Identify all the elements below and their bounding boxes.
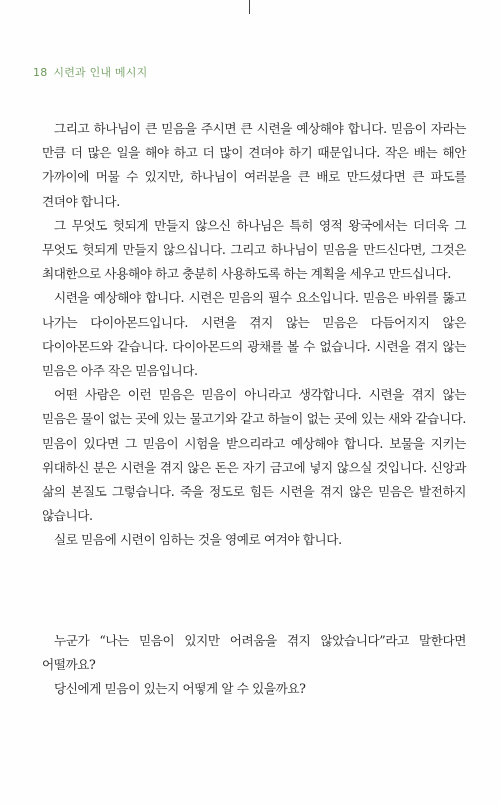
top-center-rule	[249, 0, 250, 14]
body-text	[42, 117, 466, 553]
running-title: 시련과 인내 메시지	[53, 66, 148, 79]
reflection-questions	[42, 629, 466, 702]
question-1: 누군가 “나는 믿음이 있지만 어려움을 겪지 않았습니다”라고 말한다면 어떨까요?	[42, 633, 466, 673]
paragraph-3: 시련을 예상해야 합니다. 시련은 믿음의 필수 요소입니다. 믿음은 바위를 뚫고 나가는 다이아몬드입니다. 시련을 겪지 않는 믿음은 다듬어지지 않은 다이아몬드와 같습니다. 다이아몬드의 광채를 볼 수 없습니다. 시련을 겪지 않는 믿음은 아주 작은 믿음입니다.	[42, 290, 466, 379]
running-header	[33, 64, 147, 80]
paragraph-2: 그 무엇도 헛되게 만들지 않으신 하나님은 특히 영적 왕국에서는 더더욱 그 무엇도 헛되게 만들지 않으십니다. 그리고 하나님이 믿음을 만드신다면, 그것은 최대한으로 사용해야 하고 충분히 사용하도록 하는 계획을 세우고 만드십니다.	[42, 217, 466, 282]
page-number: 18	[33, 66, 48, 79]
paragraph-5: 실로 믿음에 시련이 임하는 것을 영예로 여겨야 합니다.	[54, 532, 342, 548]
question-2: 당신에게 믿음이 있는지 어떻게 알 수 있을까요?	[54, 681, 306, 697]
paragraph-1: 그리고 하나님이 큰 믿음을 주시면 큰 시련을 예상해야 합니다. 믿음이 자라는 만큼 더 많은 일을 해야 하고 더 많이 견뎌야 하기 때문입니다. 작은 배는 해안 가까이에 머물 수 있지만, 하나님이 여러분을 큰 배로 만드셨다면 큰 파도를 견뎌야 합니다.	[42, 121, 466, 209]
paragraph-4: 어떤 사람은 이런 믿음은 믿음이 아니라고 생각합니다. 시련을 겪지 않는 믿음은 물이 없는 곳에 있는 물고기와 같고 하늘이 없는 곳에 있는 새와 같습니다. 믿음이 있다면 그 믿음이 시험을 받으리라고 예상해야 합니다. 보물을 지키는 위대하신 분은 시련을 겪지 않은 돈은 자기 금고에 넣지 않으실 것입니다. 신앙과 삶의 본질도 그렇습니다. 죽을 정도로 힘든 시련을 겪지 않은 믿음은 발전하지 않습니다.	[42, 387, 466, 524]
